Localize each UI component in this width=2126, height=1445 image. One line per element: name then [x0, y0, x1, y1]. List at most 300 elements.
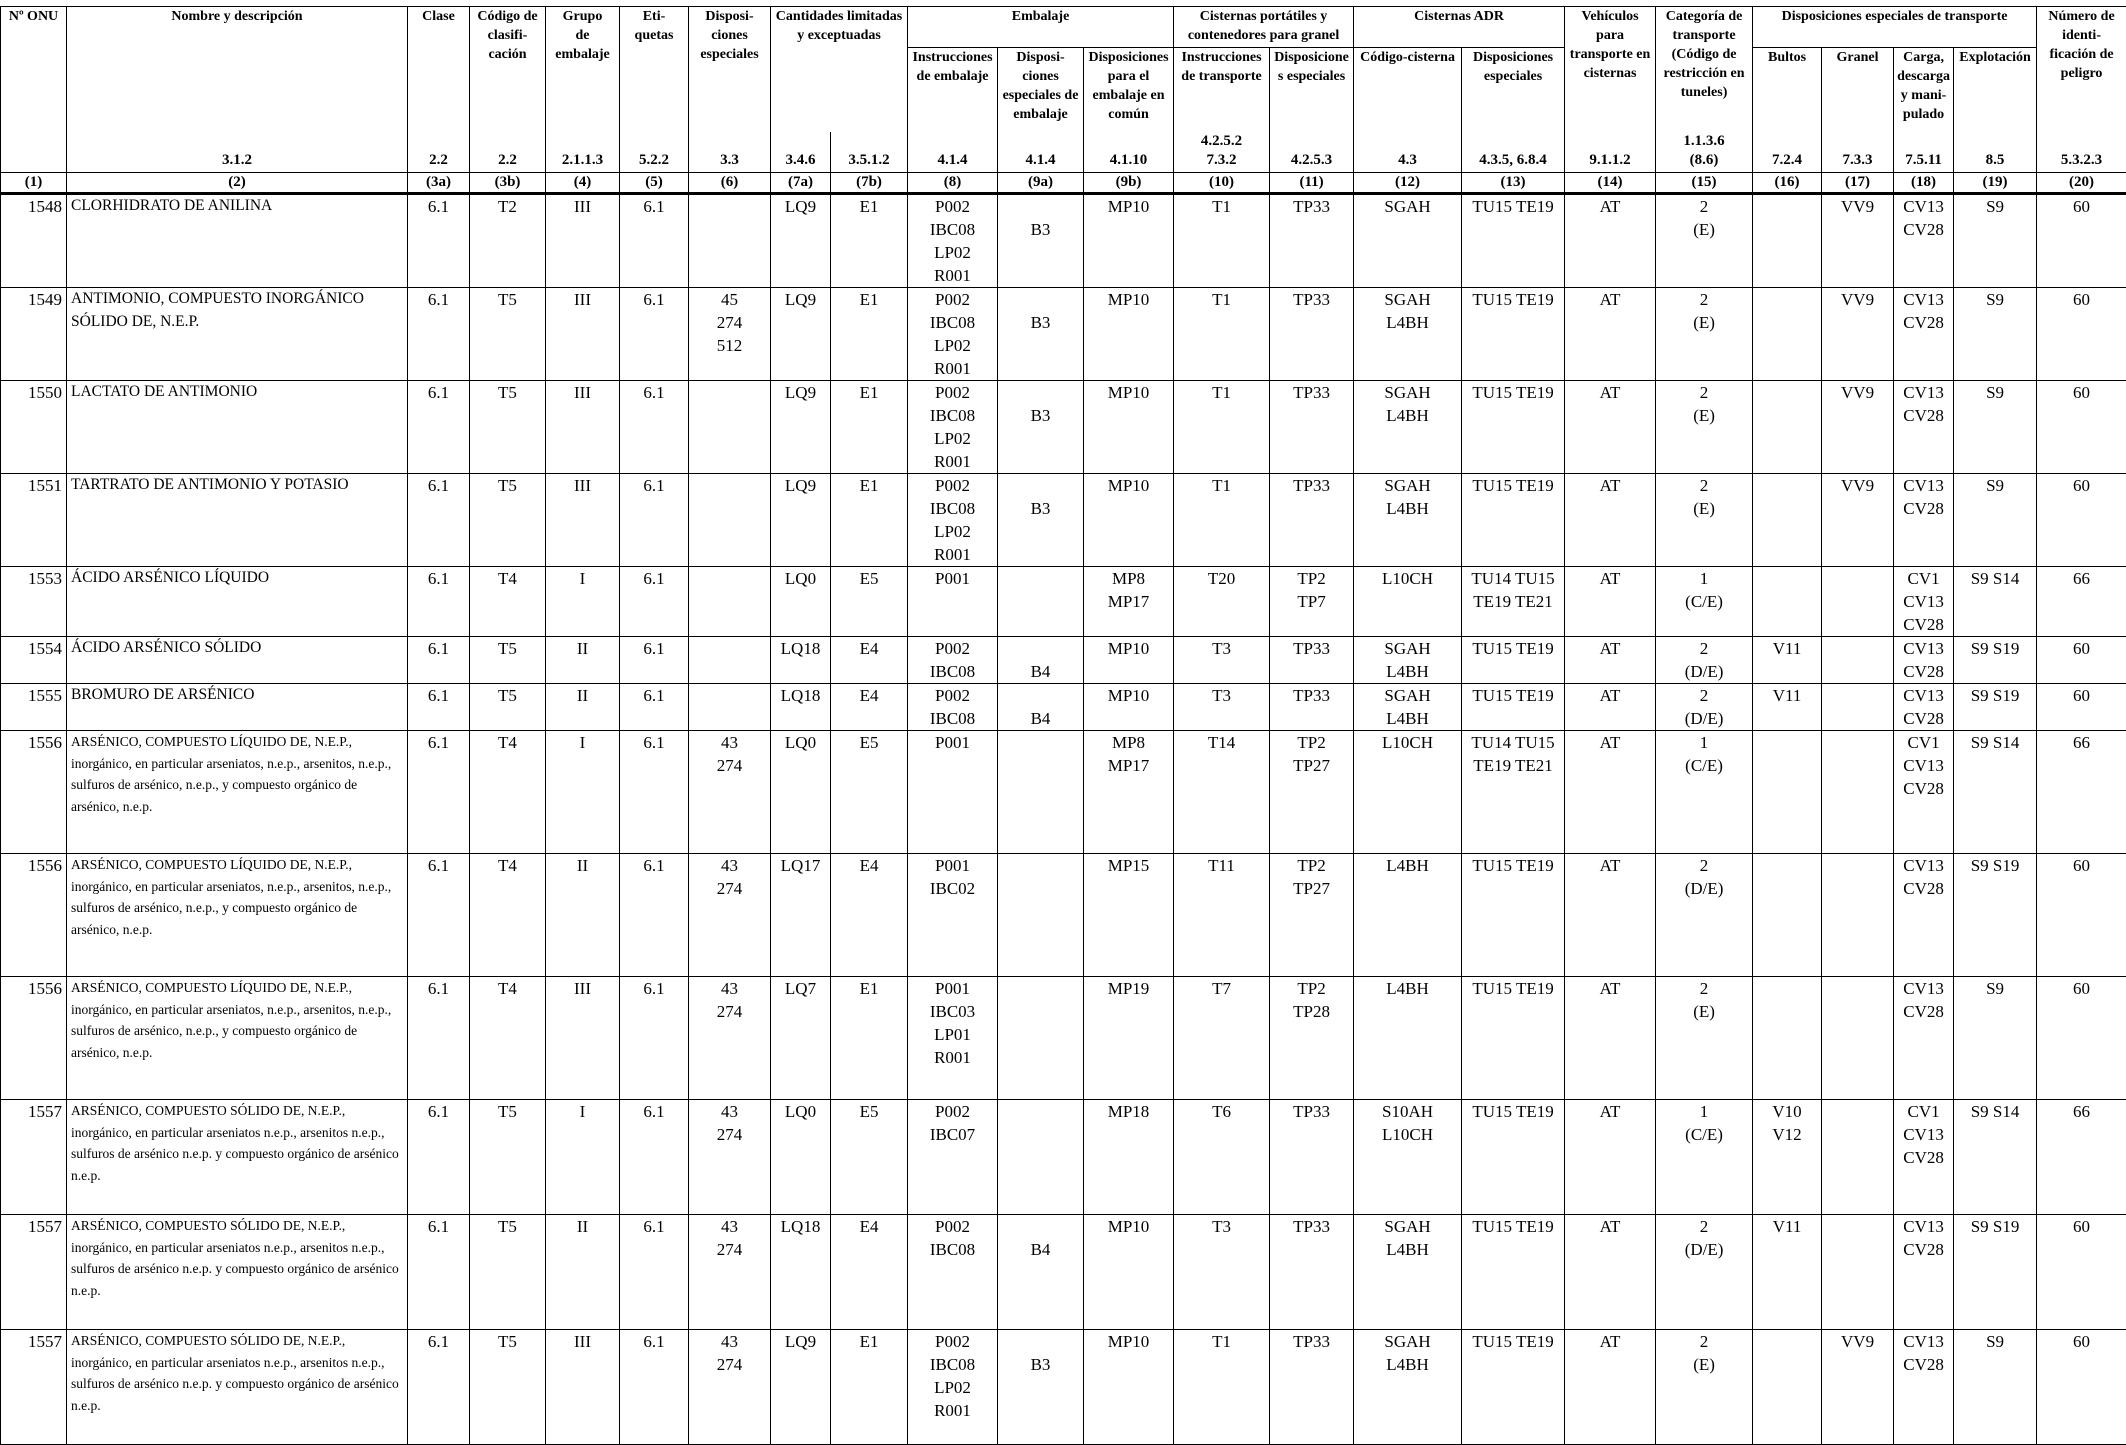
cell-cis-disp: TP33: [1270, 381, 1354, 474]
cell-grupo: II: [546, 637, 620, 684]
cell-peligro: 60: [2037, 474, 2126, 567]
header-adr-codigo: Código-cisterna: [1354, 48, 1462, 133]
cell-nombre: ARSÉNICO, COMPUESTO LÍQUIDO DE, N.E.P., inorgánico, en particular arseniatos, n.e.p., arsenitos, n.e.p., sulfuros de arsénico, n.e.p., y compuesto orgánico de arsénico, n.e.p.: [67, 854, 408, 977]
cell-granel: VV9: [1822, 288, 1894, 381]
col-number: (4): [546, 173, 620, 194]
header-categoria: Categoría de transporte (Código de restricción en tuneles): [1656, 7, 1753, 133]
cell-eq: E1: [831, 288, 908, 381]
cell-categoria: 2 (E): [1656, 474, 1753, 567]
cell-emb-comun: MP10: [1084, 381, 1174, 474]
cell-cis-instr: T3: [1174, 684, 1270, 731]
ref-blank: [1, 132, 67, 173]
cell-emb-instr: P002 IBC08: [908, 1215, 998, 1330]
cell-carga: CV13 CV28: [1894, 474, 1954, 567]
cell-peligro: 60: [2037, 288, 2126, 381]
cell-emb-comun: MP10: [1084, 1215, 1174, 1330]
cell-bultos: V11: [1753, 637, 1822, 684]
cell-nombre: BROMURO DE ARSÉNICO: [67, 684, 408, 731]
cell-lq: LQ17: [771, 854, 831, 977]
cell-etiquetas: 6.1: [620, 567, 689, 637]
reference-row: [1, 132, 2126, 173]
cell-clase: 6.1: [408, 854, 470, 977]
cell-peligro: 66: [2037, 731, 2126, 854]
cell-bultos: V10 V12: [1753, 1100, 1822, 1215]
cell-lq: LQ18: [771, 637, 831, 684]
cell-adr-disp: TU14 TU15 TE19 TE21: [1462, 731, 1565, 854]
cell-emb-disp: [998, 567, 1084, 637]
cell-lq: LQ9: [771, 474, 831, 567]
cell-nombre: ARSÉNICO, COMPUESTO SÓLIDO DE, N.E.P., inorgánico, en particular arseniatos n.e.p., arsenitos n.e.p., sulfuros de arsénico n.e.p. y compuesto orgánico de arsénico n.e.p.: [67, 1100, 408, 1215]
header-numero-peligro: Número de identi- ficación de peligro: [2037, 7, 2126, 133]
cell-granel: [1822, 1100, 1894, 1215]
cell-peligro: 66: [2037, 1100, 2126, 1215]
cell-adr-disp: TU14 TU15 TE19 TE21: [1462, 567, 1565, 637]
cell-clase: 6.1: [408, 1330, 470, 1445]
cell-disp: [689, 684, 771, 731]
table-row: [1, 381, 2126, 474]
header-codigo: Código de clasifi- cación: [470, 7, 546, 133]
cell-vehiculo: AT: [1565, 567, 1656, 637]
col-number: (10): [1174, 173, 1270, 194]
cell-etiquetas: 6.1: [620, 1215, 689, 1330]
cell-granel: [1822, 684, 1894, 731]
col-number: (20): [2037, 173, 2126, 194]
ref-cell: 4.2.5.3: [1270, 132, 1354, 173]
cell-lq: LQ9: [771, 288, 831, 381]
cell-bultos: [1753, 288, 1822, 381]
cell-codigo: T5: [470, 381, 546, 474]
cell-nombre: ARSÉNICO, COMPUESTO LÍQUIDO DE, N.E.P., inorgánico, en particular arseniatos, n.e.p., arsenitos, n.e.p., sulfuros de arsénico, n.e.p., y compuesto orgánico de arsénico, n.e.p.: [67, 977, 408, 1100]
cell-explot: S9 S19: [1954, 854, 2037, 977]
cell-nombre: ARSÉNICO, COMPUESTO LÍQUIDO DE, N.E.P., inorgánico, en particular arseniatos, n.e.p., arsenitos, n.e.p., sulfuros de arsénico, n.e.p., y compuesto orgánico de arsénico, n.e.p.: [67, 731, 408, 854]
cell-adr-codigo: L4BH: [1354, 977, 1462, 1100]
cell-adr-disp: TU15 TE19: [1462, 854, 1565, 977]
cell-adr-disp: TU15 TE19: [1462, 194, 1565, 288]
header-granel: Granel: [1822, 48, 1894, 133]
cell-granel: VV9: [1822, 381, 1894, 474]
cell-adr-disp: TU15 TE19: [1462, 1330, 1565, 1445]
header-cisternas-adr: Cisternas ADR: [1354, 7, 1565, 48]
cell-codigo: T5: [470, 684, 546, 731]
cell-cis-instr: T14: [1174, 731, 1270, 854]
cell-emb-comun: MP10: [1084, 1330, 1174, 1445]
header-cis-disp: Disposicione s especiales: [1270, 48, 1354, 133]
cell-carga: CV13 CV28: [1894, 1330, 1954, 1445]
cell-cis-instr: T1: [1174, 194, 1270, 288]
cell-adr-codigo: S10AH L10CH: [1354, 1100, 1462, 1215]
cell-cis-instr: T7: [1174, 977, 1270, 1100]
table-row: [1, 1215, 2126, 1330]
cell-categoria: 2 (D/E): [1656, 684, 1753, 731]
col-number: (18): [1894, 173, 1954, 194]
cell-emb-instr: P002 IBC08 LP02 R001: [908, 474, 998, 567]
cell-categoria: 2 (E): [1656, 381, 1753, 474]
cell-etiquetas: 6.1: [620, 854, 689, 977]
cell-carga: CV1 CV13 CV28: [1894, 567, 1954, 637]
header-disposiciones: Disposi- ciones especiales: [689, 7, 771, 133]
cell-nombre: TARTRATO DE ANTIMONIO Y POTASIO: [67, 474, 408, 567]
table-row: [1, 637, 2126, 684]
header-cisternas-portatiles: Cisternas portátiles y contenedores para granel: [1174, 7, 1354, 48]
cell-eq: E4: [831, 684, 908, 731]
cell-emb-disp: [998, 977, 1084, 1100]
cell-emb-instr: P002 IBC08 LP02 R001: [908, 288, 998, 381]
cell-cis-instr: T6: [1174, 1100, 1270, 1215]
column-number-row: [1, 173, 2126, 194]
cell-vehiculo: AT: [1565, 977, 1656, 1100]
ref-cell: 4.1.4: [908, 132, 998, 173]
cell-codigo: T5: [470, 1215, 546, 1330]
cell-cis-instr: T1: [1174, 381, 1270, 474]
cell-emb-disp: [998, 731, 1084, 854]
cell-peligro: 60: [2037, 854, 2126, 977]
cell-explot: S9: [1954, 194, 2037, 288]
col-number: (7a): [771, 173, 831, 194]
cell-disp: 43 274: [689, 977, 771, 1100]
cell-bultos: [1753, 474, 1822, 567]
cell-eq: E1: [831, 194, 908, 288]
cell-clase: 6.1: [408, 288, 470, 381]
cell-etiquetas: 6.1: [620, 731, 689, 854]
cell-explot: S9 S14: [1954, 731, 2037, 854]
cell-adr-disp: TU15 TE19: [1462, 474, 1565, 567]
cell-grupo: I: [546, 1100, 620, 1215]
cell-clase: 6.1: [408, 194, 470, 288]
cell-emb-disp: [998, 854, 1084, 977]
cell-disp: [689, 474, 771, 567]
cell-codigo: T5: [470, 474, 546, 567]
cell-eq: E5: [831, 1100, 908, 1215]
cell-explot: S9: [1954, 977, 2037, 1100]
cell-disp: 45 274 512: [689, 288, 771, 381]
ref-cell: 4.3.5, 6.8.4: [1462, 132, 1565, 173]
cell-emb-disp: B3: [998, 474, 1084, 567]
cell-emb-disp: B4: [998, 684, 1084, 731]
col-number: (19): [1954, 173, 2037, 194]
col-number: (11): [1270, 173, 1354, 194]
cell-emb-instr: P002 IBC07: [908, 1100, 998, 1215]
cell-clase: 6.1: [408, 1215, 470, 1330]
cell-categoria: 2 (E): [1656, 977, 1753, 1100]
cell-disp: 43 274: [689, 854, 771, 977]
cell-adr-disp: TU15 TE19: [1462, 1100, 1565, 1215]
cell-adr-disp: TU15 TE19: [1462, 1215, 1565, 1330]
cell-explot: S9 S19: [1954, 684, 2037, 731]
cell-vehiculo: AT: [1565, 1215, 1656, 1330]
cell-categoria: 2 (E): [1656, 194, 1753, 288]
cell-cis-instr: T3: [1174, 1215, 1270, 1330]
cell-carga: CV13 CV28: [1894, 288, 1954, 381]
cell-granel: VV9: [1822, 1330, 1894, 1445]
col-number: (16): [1753, 173, 1822, 194]
cell-cis-instr: T20: [1174, 567, 1270, 637]
cell-peligro: 60: [2037, 637, 2126, 684]
cell-carga: CV13 CV28: [1894, 977, 1954, 1100]
cell-disp: 43 274: [689, 1330, 771, 1445]
cell-adr-codigo: SGAH L4BH: [1354, 381, 1462, 474]
cell-eq: E4: [831, 1215, 908, 1330]
cell-explot: S9 S19: [1954, 1215, 2037, 1330]
header-etiquetas: Eti- quetas: [620, 7, 689, 133]
ref-cell: 9.1.1.2: [1565, 132, 1656, 173]
cell-adr-disp: TU15 TE19: [1462, 684, 1565, 731]
cell-lq: LQ18: [771, 1215, 831, 1330]
cell-bultos: V11: [1753, 684, 1822, 731]
cell-granel: VV9: [1822, 194, 1894, 288]
cell-nombre: ARSÉNICO, COMPUESTO SÓLIDO DE, N.E.P., inorgánico, en particular arseniatos n.e.p., arsenitos n.e.p., sulfuros de arsénico n.e.p. y compuesto orgánico de arsénico n.e.p.: [67, 1215, 408, 1330]
col-number: (9b): [1084, 173, 1174, 194]
cell-eq: E5: [831, 731, 908, 854]
cell-grupo: III: [546, 381, 620, 474]
cell-adr-codigo: SGAH L4BH: [1354, 637, 1462, 684]
header-nombre: Nombre y descripción: [67, 7, 408, 133]
ref-cell: 8.5: [1954, 132, 2037, 173]
cell-codigo: T5: [470, 637, 546, 684]
cell-nombre: ARSÉNICO, COMPUESTO SÓLIDO DE, N.E.P., inorgánico, en particular arseniatos n.e.p., arsenitos n.e.p., sulfuros de arsénico n.e.p. y compuesto orgánico de arsénico n.e.p.: [67, 1330, 408, 1445]
cell-cis-instr: T1: [1174, 1330, 1270, 1445]
cell-codigo: T2: [470, 194, 546, 288]
cell-cis-disp: TP2 TP28: [1270, 977, 1354, 1100]
cell-adr-codigo: SGAH L4BH: [1354, 684, 1462, 731]
cell-carga: CV13 CV28: [1894, 381, 1954, 474]
header-emb-disp: Disposi- ciones especiales de embalaje: [998, 48, 1084, 133]
cell-explot: S9: [1954, 474, 2037, 567]
cell-carga: CV13 CV28: [1894, 637, 1954, 684]
cell-codigo: T4: [470, 854, 546, 977]
cell-categoria: 1 (C/E): [1656, 1100, 1753, 1215]
col-number: (3a): [408, 173, 470, 194]
col-number: (8): [908, 173, 998, 194]
header-explotacion: Explotación: [1954, 48, 2037, 133]
header-carga: Carga, descarga y mani-pulado: [1894, 48, 1954, 133]
cell-grupo: II: [546, 1215, 620, 1330]
cell-etiquetas: 6.1: [620, 288, 689, 381]
cell-cis-disp: TP2 TP27: [1270, 731, 1354, 854]
table-row: [1, 1100, 2126, 1215]
table-row: [1, 684, 2126, 731]
cell-adr-codigo: L10CH: [1354, 567, 1462, 637]
cell-disp: 43 274: [689, 1100, 771, 1215]
ref-cell: 3.1.2: [67, 132, 408, 173]
cell-disp: [689, 381, 771, 474]
cell-categoria: 2 (D/E): [1656, 854, 1753, 977]
col-number: (9a): [998, 173, 1084, 194]
cell-nombre: LACTATO DE ANTIMONIO: [67, 381, 408, 474]
cell-peligro: 60: [2037, 194, 2126, 288]
cell-cis-disp: TP33: [1270, 1330, 1354, 1445]
cell-eq: E4: [831, 637, 908, 684]
cell-lq: LQ0: [771, 731, 831, 854]
cell-granel: [1822, 1215, 1894, 1330]
cell-emb-comun: MP10: [1084, 474, 1174, 567]
cell-codigo: T5: [470, 1100, 546, 1215]
cell-emb-disp: [998, 1100, 1084, 1215]
cell-emb-disp: B3: [998, 1330, 1084, 1445]
cell-bultos: [1753, 567, 1822, 637]
cell-onu: 1554: [1, 637, 67, 684]
cell-emb-comun: MP15: [1084, 854, 1174, 977]
cell-vehiculo: AT: [1565, 684, 1656, 731]
cell-emb-instr: P002 IBC08 LP02 R001: [908, 1330, 998, 1445]
cell-cis-disp: TP33: [1270, 474, 1354, 567]
cell-carga: CV1 CV13 CV28: [1894, 731, 1954, 854]
cell-clase: 6.1: [408, 731, 470, 854]
cell-bultos: [1753, 194, 1822, 288]
col-number: (15): [1656, 173, 1753, 194]
cell-codigo: T5: [470, 1330, 546, 1445]
cell-disp: 43 274: [689, 1215, 771, 1330]
header-vehiculos: Vehículos para transporte en cisternas: [1565, 7, 1656, 133]
ref-cell: 3.3: [689, 132, 771, 173]
cell-onu: 1553: [1, 567, 67, 637]
cell-lq: LQ9: [771, 1330, 831, 1445]
cell-vehiculo: AT: [1565, 381, 1656, 474]
cell-clase: 6.1: [408, 1100, 470, 1215]
table-body: [1, 194, 2126, 1445]
cell-adr-codigo: SGAH L4BH: [1354, 1215, 1462, 1330]
cell-categoria: 2 (E): [1656, 288, 1753, 381]
cell-emb-instr: P001 IBC02: [908, 854, 998, 977]
cell-emb-comun: MP10: [1084, 684, 1174, 731]
cell-onu: 1556: [1, 731, 67, 854]
cell-grupo: III: [546, 288, 620, 381]
cell-codigo: T4: [470, 731, 546, 854]
table-row: [1, 567, 2126, 637]
cell-onu: 1551: [1, 474, 67, 567]
cell-lq: LQ0: [771, 1100, 831, 1215]
cell-emb-disp: B3: [998, 194, 1084, 288]
cell-cis-disp: TP33: [1270, 637, 1354, 684]
cell-codigo: T4: [470, 567, 546, 637]
cell-peligro: 66: [2037, 567, 2126, 637]
cell-clase: 6.1: [408, 684, 470, 731]
adr-table-sheet: [0, 6, 2126, 1445]
cell-eq: E1: [831, 381, 908, 474]
cell-eq: E1: [831, 977, 908, 1100]
cell-cis-instr: T3: [1174, 637, 1270, 684]
cell-emb-disp: B3: [998, 381, 1084, 474]
cell-nombre: ANTIMONIO, COMPUESTO INORGÁNICO SÓLIDO DE, N.E.P.: [67, 288, 408, 381]
cell-onu: 1550: [1, 381, 67, 474]
cell-vehiculo: AT: [1565, 1330, 1656, 1445]
cell-peligro: 60: [2037, 1215, 2126, 1330]
cell-carga: CV1 CV13 CV28: [1894, 1100, 1954, 1215]
ref-cell: 2.2: [408, 132, 470, 173]
cell-clase: 6.1: [408, 381, 470, 474]
cell-granel: [1822, 854, 1894, 977]
cell-onu: 1556: [1, 854, 67, 977]
cell-eq: E4: [831, 854, 908, 977]
table-row: [1, 194, 2126, 288]
cell-emb-comun: MP8 MP17: [1084, 731, 1174, 854]
header-row-1: [1, 7, 2126, 48]
ref-cell: 7.2.4: [1753, 132, 1822, 173]
cell-codigo: T4: [470, 977, 546, 1100]
cell-emb-comun: MP10: [1084, 288, 1174, 381]
cell-vehiculo: AT: [1565, 1100, 1656, 1215]
header-adr-disp: Disposiciones especiales: [1462, 48, 1565, 133]
cell-disp: [689, 194, 771, 288]
cell-clase: 6.1: [408, 977, 470, 1100]
cell-cis-disp: TP33: [1270, 1215, 1354, 1330]
cell-carga: CV13 CV28: [1894, 1215, 1954, 1330]
cell-cis-disp: TP33: [1270, 194, 1354, 288]
cell-categoria: 2 (D/E): [1656, 637, 1753, 684]
header-emb-comun: Disposiciones para el embalaje en común: [1084, 48, 1174, 133]
cell-etiquetas: 6.1: [620, 381, 689, 474]
ref-cell: 7.3.3: [1822, 132, 1894, 173]
cell-categoria: 1 (C/E): [1656, 731, 1753, 854]
ref-cell: 3.4.6: [771, 132, 831, 173]
col-number: (3b): [470, 173, 546, 194]
cell-adr-disp: TU15 TE19: [1462, 637, 1565, 684]
cell-etiquetas: 6.1: [620, 1330, 689, 1445]
cell-emb-instr: P002 IBC08: [908, 684, 998, 731]
cell-granel: [1822, 977, 1894, 1100]
cell-onu: 1557: [1, 1215, 67, 1330]
header-clase: Clase: [408, 7, 470, 133]
cell-peligro: 60: [2037, 381, 2126, 474]
header-cantidades: Cantidades limitadas y exceptuadas: [771, 7, 908, 133]
cell-disp: [689, 637, 771, 684]
cell-cis-disp: TP2 TP27: [1270, 854, 1354, 977]
cell-peligro: 60: [2037, 684, 2126, 731]
cell-granel: VV9: [1822, 474, 1894, 567]
header-cis-instr: Instrucciones de transporte: [1174, 48, 1270, 133]
dangerous-goods-table: [0, 6, 2126, 1445]
cell-onu: 1556: [1, 977, 67, 1100]
cell-cis-disp: TP33: [1270, 1100, 1354, 1215]
cell-bultos: [1753, 1330, 1822, 1445]
cell-etiquetas: 6.1: [620, 637, 689, 684]
cell-explot: S9 S14: [1954, 1100, 2037, 1215]
cell-emb-instr: P002 IBC08 LP02 R001: [908, 194, 998, 288]
cell-emb-disp: B4: [998, 637, 1084, 684]
header-embalaje: Embalaje: [908, 7, 1174, 48]
header-emb-instr: Instrucciones de embalaje: [908, 48, 998, 133]
header-bultos: Bultos: [1753, 48, 1822, 133]
cell-explot: S9: [1954, 1330, 2037, 1445]
cell-vehiculo: AT: [1565, 731, 1656, 854]
cell-emb-instr: P001 IBC03 LP01 R001: [908, 977, 998, 1100]
cell-peligro: 60: [2037, 1330, 2126, 1445]
cell-granel: [1822, 567, 1894, 637]
ref-cell: 3.5.1.2: [831, 132, 908, 173]
cell-adr-codigo: SGAH L4BH: [1354, 1330, 1462, 1445]
cell-adr-disp: TU15 TE19: [1462, 977, 1565, 1100]
cell-bultos: [1753, 731, 1822, 854]
header-grupo: Grupo de embalaje: [546, 7, 620, 133]
cell-emb-comun: MP10: [1084, 637, 1174, 684]
header-onu: Nº ONU: [1, 7, 67, 133]
cell-adr-codigo: SGAH: [1354, 194, 1462, 288]
cell-eq: E5: [831, 567, 908, 637]
table-row: [1, 474, 2126, 567]
cell-etiquetas: 6.1: [620, 194, 689, 288]
cell-emb-comun: MP10: [1084, 194, 1174, 288]
cell-emb-comun: MP18: [1084, 1100, 1174, 1215]
col-number: (12): [1354, 173, 1462, 194]
cell-cis-disp: TP33: [1270, 288, 1354, 381]
cell-adr-codigo: SGAH L4BH: [1354, 288, 1462, 381]
cell-eq: E1: [831, 474, 908, 567]
cell-clase: 6.1: [408, 567, 470, 637]
cell-categoria: 2 (D/E): [1656, 1215, 1753, 1330]
cell-lq: LQ0: [771, 567, 831, 637]
cell-emb-comun: MP8 MP17: [1084, 567, 1174, 637]
cell-onu: 1548: [1, 194, 67, 288]
cell-nombre: ÁCIDO ARSÉNICO LÍQUIDO: [67, 567, 408, 637]
